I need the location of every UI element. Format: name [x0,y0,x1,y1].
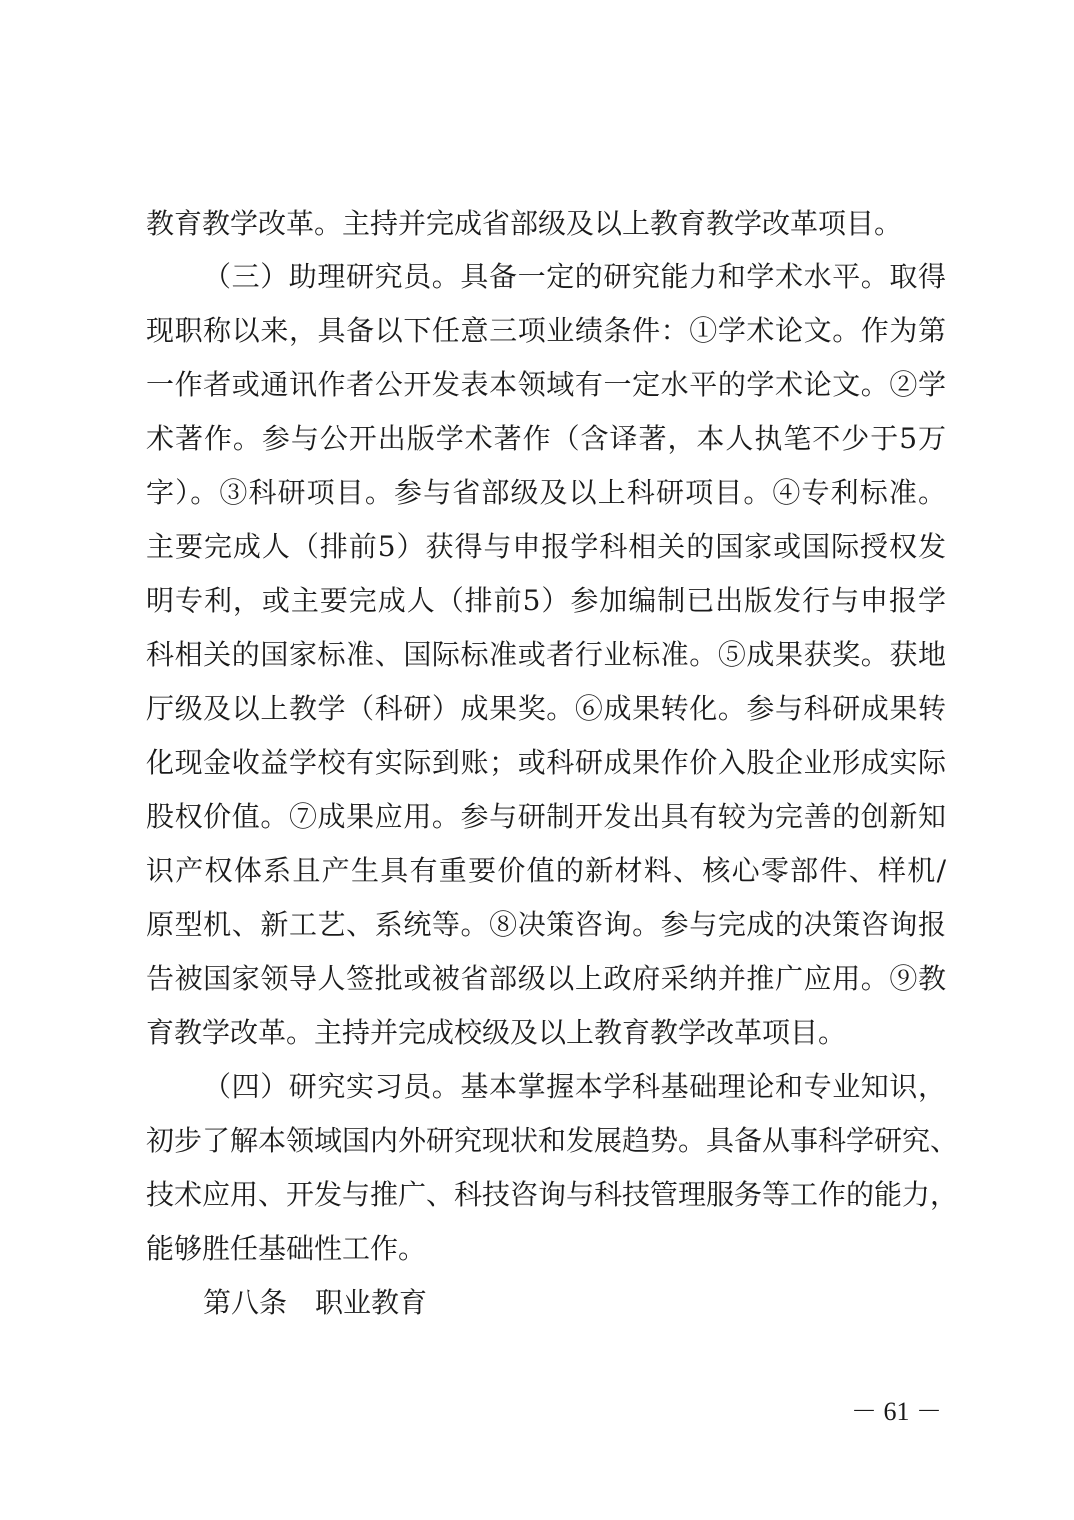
text-line: 股权价值。⑦成果应用。参与研制开发出具有较为完善的创新知 [146,800,946,833]
paragraph-start-line: （三）助理研究员。具备一定的研究能力和学术水平。取得 [203,260,946,293]
article-heading: 第八条 职业教育 [203,1286,428,1319]
text-line: 一作者或通讯作者公开发表本领域有一定水平的学术论文。②学 [146,368,946,401]
text-line: 技术应用、开发与推广、科技咨询与科技管理服务等工作的能力， [146,1178,959,1211]
text-line: 化现金收益学校有实际到账；或科研成果作价入股企业形成实际 [146,746,946,779]
text-line: 初步了解本领域国内外研究现状和发展趋势。具备从事科学研究、 [146,1124,959,1157]
text-line: 识产权体系且产生具有重要价值的新材料、核心零部件、样机/ [146,854,946,887]
text-line: 主要完成人（排前5）获得与申报学科相关的国家或国际授权发 [146,530,946,563]
text-line: 明专利，或主要完成人（排前5）参加编制已出版发行与申报学 [146,584,946,617]
text-line: 告被国家领导人签批或被省部级以上政府采纳并推广应用。⑨教 [146,962,946,995]
text-line: 能够胜任基础性工作。 [146,1232,427,1265]
page-number: － 61 － [850,1397,942,1426]
text-line: 育教学改革。主持并完成校级及以上教育教学改革项目。 [146,1016,847,1049]
text-line: 厅级及以上教学（科研）成果奖。⑥成果转化。参与科研成果转 [146,692,946,725]
text-line: 术著作。参与公开出版学术著作（含译著，本人执笔不少于5万 [146,422,946,455]
text-line: 字）。③科研项目。参与省部级及以上科研项目。④专利标准。 [146,476,946,509]
text-line: 原型机、新工艺、系统等。⑧决策咨询。参与完成的决策咨询报 [146,908,946,941]
text-line: 科相关的国家标准、国际标准或者行业标准。⑤成果获奖。获地 [146,638,946,671]
text-line: 现职称以来，具备以下任意三项业绩条件：①学术论文。作为第 [146,314,946,347]
paragraph-start-line: （四）研究实习员。基本掌握本学科基础理论和专业知识， [203,1070,946,1103]
text-line: 教育教学改革。主持并完成省部级及以上教育教学改革项目。 [146,207,903,240]
